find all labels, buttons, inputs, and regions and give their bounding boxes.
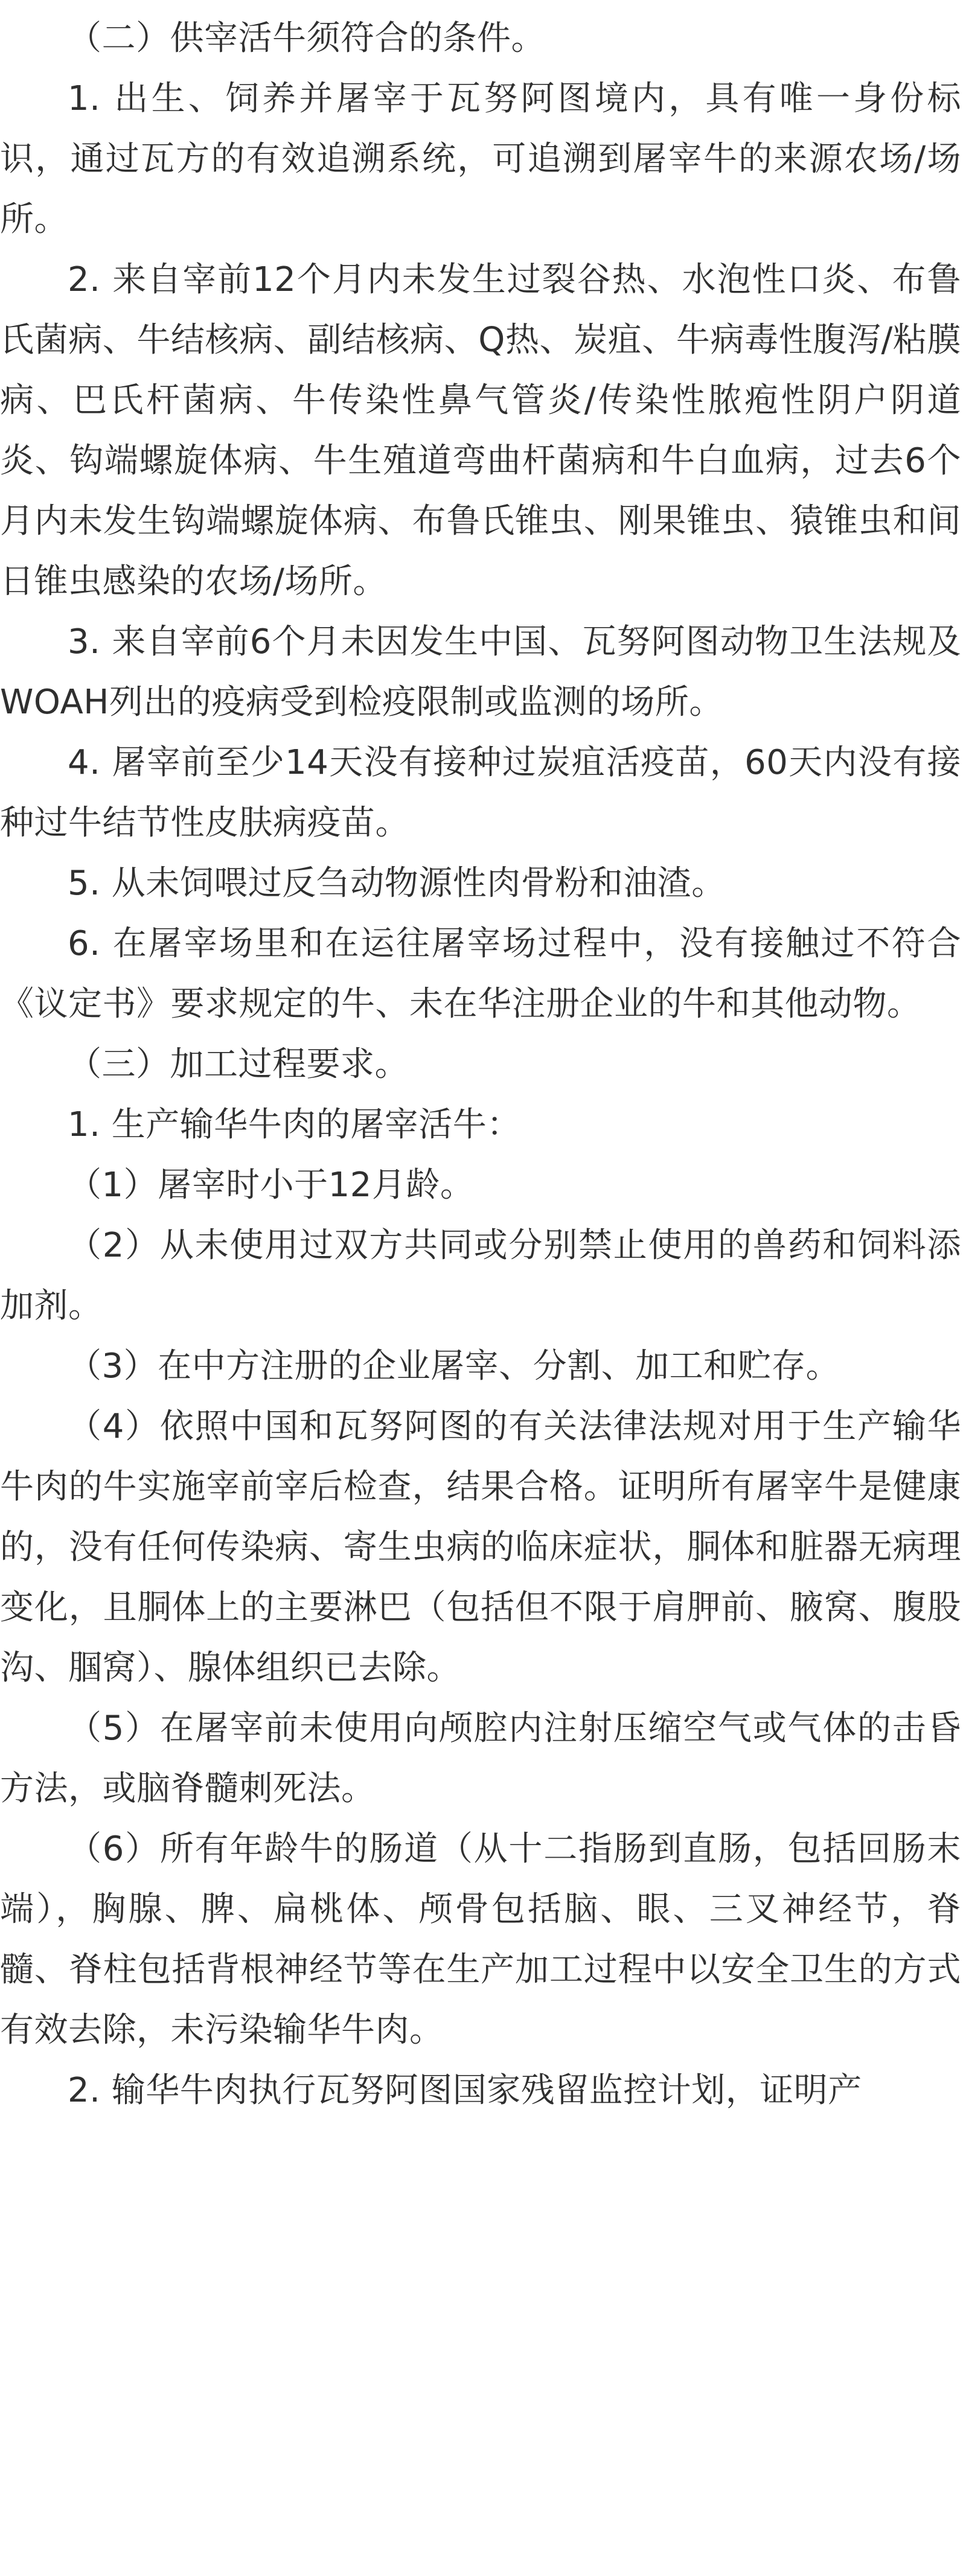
processing-subitem-3: （3）在中方注册的企业屠宰、分割、加工和贮存。 <box>68 1347 840 1386</box>
condition-item-1: 1. 出生、饲养并屠宰于瓦努阿图境内，具有唯一身份标识，通过瓦方的有效追溯系统，可追溯到屠宰牛的来源农场/场所。 <box>0 79 961 239</box>
processing-subitem-1: （1）屠宰时小于12月龄。 <box>68 1165 475 1205</box>
condition-item-2: 2. 来自宰前12个月内未发生过裂谷热、水泡性口炎、布鲁氏菌病、牛结核病、副结核病、Q热、炭疽、牛病毒性腹泻/粘膜病、巴氏杆菌病、牛传染性鼻气管炎/传染性脓疱性阴户阴道炎、钩端螺旋体病、牛生殖道弯曲杆菌病和牛白血病，过去6个月内未发生钩端螺旋体病、布鲁氏锥虫、刚果锥虫、猿锥虫和间日锥虫感染的农场/场所。 <box>0 260 961 601</box>
section-heading-conditions: （二）供宰活牛须符合的条件。 <box>68 19 545 58</box>
condition-item-6: 6. 在屠宰场里和在运往屠宰场过程中，没有接触过不符合《议定书》要求规定的牛、未在华注册企业的牛和其他动物。 <box>0 924 961 1024</box>
processing-subitem-6: （6）所有年龄牛的肠道（从十二指肠到直肠，包括回肠末端），胸腺、脾、扁桃体、颅骨包括脑、眼、三叉神经节，脊髓、脊柱包括背根神经节等在生产加工过程中以安全卫生的方式有效去除，未污染输华牛肉。 <box>0 1829 961 2050</box>
processing-subitem-2: （2）从未使用过双方共同或分别禁止使用的兽药和饲料添加剂。 <box>0 1226 961 1325</box>
condition-item-5: 5. 从未饲喂过反刍动物源性肉骨粉和油渣。 <box>68 864 726 903</box>
processing-item-2: 2. 输华牛肉执行瓦努阿图国家残留监控计划，证明产 <box>68 2071 862 2110</box>
condition-item-4: 4. 屠宰前至少14天没有接种过炭疽活疫苗，60天内没有接种过牛结节性皮肤病疫苗。 <box>0 743 961 843</box>
processing-subitem-5: （5）在屠宰前未使用向颅腔内注射压缩空气或气体的击昏方法，或脑脊髓刺死法。 <box>0 1709 961 1808</box>
section-heading-processing: （三）加工过程要求。 <box>68 1045 409 1084</box>
condition-item-3: 3. 来自宰前6个月未因发生中国、瓦努阿图动物卫生法规及WOAH列出的疫病受到检疫限制或监测的场所。 <box>0 622 961 722</box>
processing-subitem-4: （4）依照中国和瓦努阿图的有关法律法规对用于生产输华牛肉的牛实施宰前宰后检查，结果合格。证明所有屠宰牛是健康的，没有任何传染病、寄生虫病的临床症状，胴体和脏器无病理变化，且胴体上的主要淋巴（包括但不限于肩胛前、腋窝、腹股沟、腘窝）、腺体组织已去除。 <box>0 1407 961 1688</box>
processing-item-1: 1. 生产输华牛肉的屠宰活牛： <box>68 1105 521 1144</box>
